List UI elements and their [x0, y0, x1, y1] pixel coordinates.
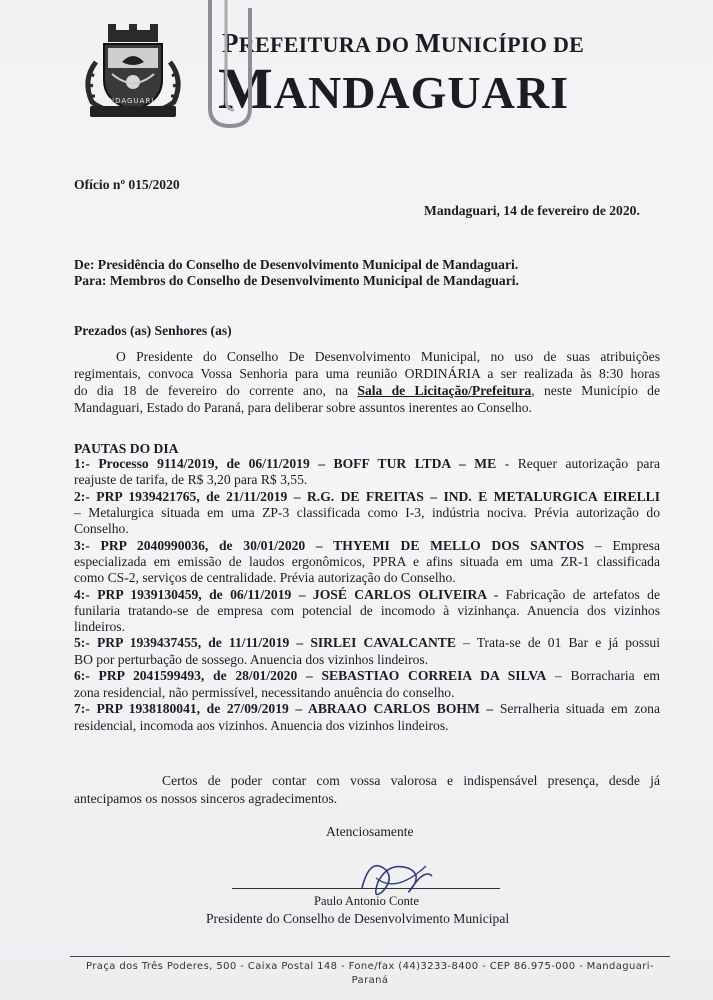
- agenda-item-7-line-1: 7:- PRP 1938180041, de 27/09/2019 – ABRAAO CARLOS BOHM – Serralheria situada em zona: [74, 701, 660, 716]
- footer-divider: [70, 956, 670, 957]
- signer-name: Paulo Antonio Conte: [314, 894, 419, 908]
- agenda-title: PAUTAS DO DIA: [74, 441, 179, 456]
- agenda-item-7-line-2: residencial, incomoda aos vizinhos. Anuencia dos vizinhos lindeiros.: [74, 718, 449, 733]
- letter-to: Para: Membros do Conselho de Desenvolvimento Municipal de Mandaguari.: [74, 273, 519, 288]
- agenda-item-3-line-2: especializada em emissão de laudos ergonômicos, PPRA e afins situada em uma ZR-1 classificada: [74, 554, 660, 569]
- agenda-item-2-line-2: – Metalurgica situada em uma ZP-3 classificada como I-3, indústria nociva. Prévia autorização do: [74, 505, 660, 520]
- signature-line: [232, 888, 500, 889]
- agenda-item-3-line-1: 3:- PRP 2040990036, de 30/01/2020 – THYEMI DE MELLO DOS SANTOS – Empresa: [74, 538, 660, 553]
- crest-label: MANDAGUARI: [96, 97, 155, 105]
- intro-line-4: Mandaguari, Estado do Paraná, para deliberar sobre assuntos inerentes ao Conselho.: [74, 400, 532, 415]
- intro-line-1: O Presidente do Conselho De Desenvolvimento Municipal, no uso de suas atribuições: [116, 349, 660, 364]
- agenda-item-6-line-2: zona residencial, não permissível, necessitando anuência do conselho.: [74, 685, 455, 700]
- agenda-item-1-line-2: reajuste de tarifa, de R$ 3,20 para R$ 3,55.: [74, 472, 308, 487]
- letter-date: Mandaguari, 14 de fevereiro de 2020.: [424, 203, 640, 218]
- intro-line-2: regimentais, convoca Vossa Senhoria para uma reunião ORDINÁRIA a ser realizada às 8:30 horas: [74, 366, 660, 381]
- footer-address: Praça dos Três Poderes, 500 - Caixa Postal 148 - Fone/fax (44)3233-8400 - CEP 86.975-000 - Mandaguari- Paraná: [86, 961, 654, 986]
- agenda-item-4-line-2: funilaria tratando-se de empresa com potencial de incomodo à vizinhança. Anuencia dos vizinhos: [74, 603, 660, 618]
- agenda-item-2-line-1: 2:- PRP 1939421765, de 21/11/2019 – R.G. DE FREITAS – IND. E METALURGICA EIRELLI: [74, 489, 660, 504]
- agenda-item-4-line-1: 4:- PRP 1939130459, de 06/11/2019 – JOSÉ CARLOS OLIVEIRA - Fabricação de artefatos de: [74, 587, 660, 602]
- letter-greeting: Prezados (as) Senhores (as): [74, 323, 232, 338]
- agenda-item-2-line-3: Conselho.: [74, 521, 129, 536]
- letterhead-title-line2: MANDAGUARI: [218, 56, 569, 121]
- paper-clip-icon: [196, 0, 276, 135]
- agenda-item-6-line-1: 6:- PRP 2041599493, de 28/01/2020 – SEBASTIAO CORREIA DA SILVA – Borracharia em: [74, 668, 660, 683]
- signer-title: Presidente do Conselho de Desenvolvimento Municipal: [206, 911, 510, 926]
- agenda-item-5-line-2: BO por perturbação de sossego. Anuencia dos vizinhos lindeiros.: [74, 652, 429, 667]
- letter-from: De: Presidência do Conselho de Desenvolvimento Municipal de Mandaguari.: [74, 257, 519, 272]
- closing-line-2: antecipamos os nossos sinceros agradecimentos.: [74, 791, 338, 806]
- intro-line-3: do dia 18 de fevereiro do corrente ano, na Sala de Licitação/Prefeitura, neste Município de: [74, 383, 661, 398]
- regards: Atenciosamente: [326, 824, 414, 839]
- agenda-item-3-line-3: como CS-2, serviços de centralidade. Prévia autorização do Conselho.: [74, 570, 456, 585]
- meeting-place: Sala de Licitação/Prefeitura: [357, 383, 532, 398]
- closing-line-1: Certos de poder contar com vossa valorosa e indispensável presença, desde já: [162, 773, 660, 788]
- agenda-item-1-line-1: 1:- Processo 9114/2019, de 06/11/2019 – BOFF TUR LTDA – ME - Requer autorização para: [74, 456, 661, 471]
- letter-reference: Ofício nº 015/2020: [74, 177, 180, 192]
- agenda-item-5-line-1: 5:- PRP 1939437455, de 11/11/2019 – SIRLEI CAVALCANTE – Trata-se de 01 Bar e já possui: [74, 635, 660, 650]
- agenda-item-4-line-3: lindeiros.: [74, 619, 125, 634]
- letterhead-title-line1: PREFEITURA DO MUNICÍPIO DE: [222, 28, 585, 58]
